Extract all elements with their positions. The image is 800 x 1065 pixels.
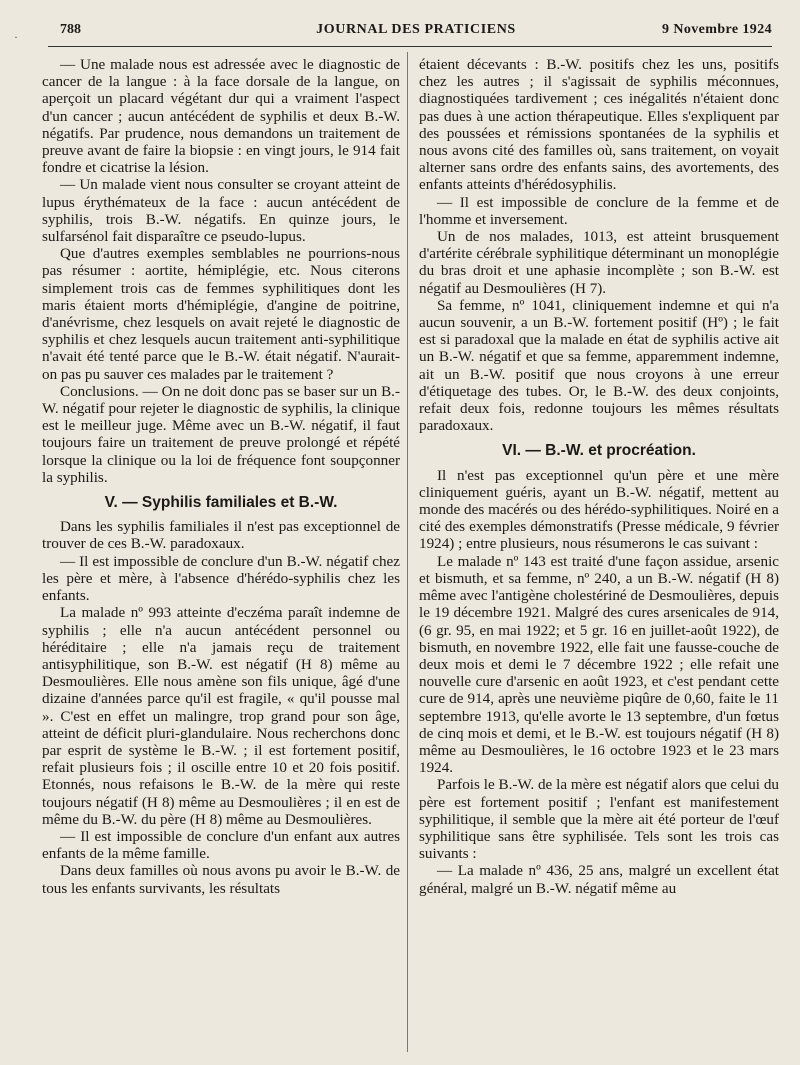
page-header [60, 20, 772, 42]
paragraph: Sa femme, nº 1041, cliniquement indemne et qui n'a aucun souvenir, a un B.-W. fortement positif (Hº) ; le fait est si paradoxal que la malade en état de syphilis active ait un B.-W. négatif et que sa femme, apparemment indemne, ait un B.-W. positif que nous croyons à une erreur d'étiquetage des tubes. Or, le B.-W. des deux conjoints, refait deux fois, redonne toujours les mêmes résultats paradoxaux. [419, 296, 779, 435]
page-number: 788 [60, 22, 81, 37]
paragraph: — Il est impossible de conclure de la femme et de l'homme et inversement. [419, 193, 779, 228]
paragraph: — Un malade vient nous consulter se croyant atteint de lupus érythémateux de la face : aucun antécédent de syphilis, trois B.-W. négatifs. En quinze jours, le sulfarsénol fait disparaître ce pseudo-lupus. [42, 176, 400, 246]
column-divider [407, 52, 408, 1052]
paragraph: — Il est impossible de conclure d'un B.-W. négatif chez les père et mère, à l'absence d'hérédo-syphilis chez les enfants. [42, 552, 400, 605]
margin-mark: · [14, 30, 18, 44]
header-rule [48, 46, 772, 47]
paragraph: Le malade nº 143 est traité d'une façon assidue, arsenic et bismuth, et sa femme, nº 240, a un B.-W. négatif (H 8) même avec l'antigène cholestériné de Desmoulières, depuis le 19 décembre 1921. Malgré des cures arsenicales de 914, (6 gr. 95, en mai 1922; et 5 gr. 16 en juillet-août 1922), de bismuth, en novembre 1922, elle fait une fausse-couche de deux mois et demi le 7 décembre 1922 ; elle refait une nouvelle cure d'arsenic en août 1923, et c'est pendant cette cure de 914, après une neuvième piqûre de 0,60, faite le 11 septembre 1913, qu'elle avorte le 13 septembre, d'un fœtus de cinq mois et demi, et le B.-W. est toujours négatif (H 8) même au Desmoulières, le 16 octobre 1923 et le 23 mars 1924. [419, 552, 779, 777]
paragraph: Conclusions. — On ne doit donc pas se baser sur un B.-W. négatif pour rejeter le diagnostic de syphilis, la clinique est le meilleur juge. Même avec un B.-W. négatif, il faut toujours faire un traitement de preuve prolongé et répété lorsque la clinique ou la loi de fréquence font soupçonner la syphilis. [42, 382, 400, 486]
paragraph: Que d'autres exemples semblables ne pourrions-nous pas résumer : aortite, hémiplégie, etc. Nous citerons simplement trois cas de femmes syphilitiques dont les maris étaient morts d'hémiplégie, d'angine de poitrine, d'anévrisme, chez lesquels on avait rejeté le diagnostic de syphilis et chez lesquels aucun traitement anti-syphilitique n'avait été tenté parce que le B.-W. était négatif. N'aurait-on pas pu sauver ces malades par le traitement ? [42, 245, 400, 383]
paragraph: — La malade nº 436, 25 ans, malgré un excellent état général, malgré un B.-W. négatif même au [419, 862, 779, 897]
paragraph: étaient décevants : B.-W. positifs chez les uns, positifs chez les autres ; il s'agissait de syphilis méconnues, diagnostiquées tardivement ; ces inégalités n'étaient donc pas dues à une action thérapeutique. Elles s'expliquent par des poussées et rémissions spontanées de la syphilis et nous avons cité des familles où, sans traitement, on voyait alterner sans ordre des enfants sains, des avortements, des enfants atteints d'hérédosyphilis. [419, 56, 779, 194]
paragraph: Un de nos malades, 1013, est atteint brusquement d'artérite cérébrale syphilitique déterminant un monoplégie du bras droit et une aphasie incomplète ; son B.-W. est négatif au Desmoulières (H 7). [419, 228, 779, 297]
issue-date: 9 Novembre 1924 [662, 22, 772, 37]
left-column [42, 56, 400, 897]
paragraph: — Une malade nous est adressée avec le diagnostic de cancer de la langue : à la face dorsale de la langue, on aperçoit un placard végétant dur qui a vraiment l'aspect d'un cancer ; aucun antécédent de syphilis et deux B.-W. négatifs. Par prudence, nous demandons un traitement de preuve avant de faire la biopsie : en vingt jours, le 914 fait fondre et cicatrise la lésion. [42, 56, 400, 177]
right-column [419, 56, 779, 897]
paragraph: La malade nº 993 atteinte d'eczéma paraît indemne de syphilis ; elle n'a aucun antécédent personnel ou héréditaire ; elle n'a jamais reçu de traitement antisyphilitique, son B.-W. est négatif (H 8) même au Desmoulières. Elle nous amène son fils unique, âgé d'une dizaine d'années parce qu'il est fragile, « qu'il pousse mal ». C'est en effet un malingre, trop grand pour son âge, atteint de déficit pluri-glandulaire. Nous recherchons donc par esprit de système le B.-W. ; il est fortement positif, refait plusieurs fois ; il oscille entre 10 et 20 fois positif. Etonnés, nous refaisons le B.-W. de la mère qui reste toujours négatif (H 8) même au Desmoulières ; il en est de même du B.-W. du père (H 8) même au Desmoulières. [42, 604, 400, 828]
section-heading: VI. — B.-W. et procréation. [502, 442, 696, 460]
paragraph: — Il est impossible de conclure d'un enfant aux autres enfants de la même famille. [42, 827, 400, 863]
paragraph: Il n'est pas exceptionnel qu'un père et une mère cliniquement guéris, ayant un B.-W. négatif, mettent au monde des macérés ou des hérédo-syphilitiques. Noiré en a cité des exemples démonstratifs (Presse médicale, 9 février 1924) ; entre plusieurs, nous résumerons le cas suivant : [419, 466, 779, 553]
paragraph: Dans les syphilis familiales il n'est pas exceptionnel de trouver de ces B.-W. paradoxaux. [42, 518, 400, 553]
paragraph: Dans deux familles où nous avons pu avoir le B.-W. de tous les enfants survivants, les résultats [42, 862, 400, 897]
section-heading: V. — Syphilis familiales et B.-W. [104, 494, 338, 512]
paragraph: Parfois le B.-W. de la mère est négatif alors que celui du père est fortement positif ; l'enfant est manifestement syphilitique, il semble que la mère ait été porteur de l'œuf syphilitique sans être syphilisée. Tels sont les trois cas suivants : [419, 776, 779, 863]
journal-title: JOURNAL DES PRATICIENS [316, 22, 516, 37]
